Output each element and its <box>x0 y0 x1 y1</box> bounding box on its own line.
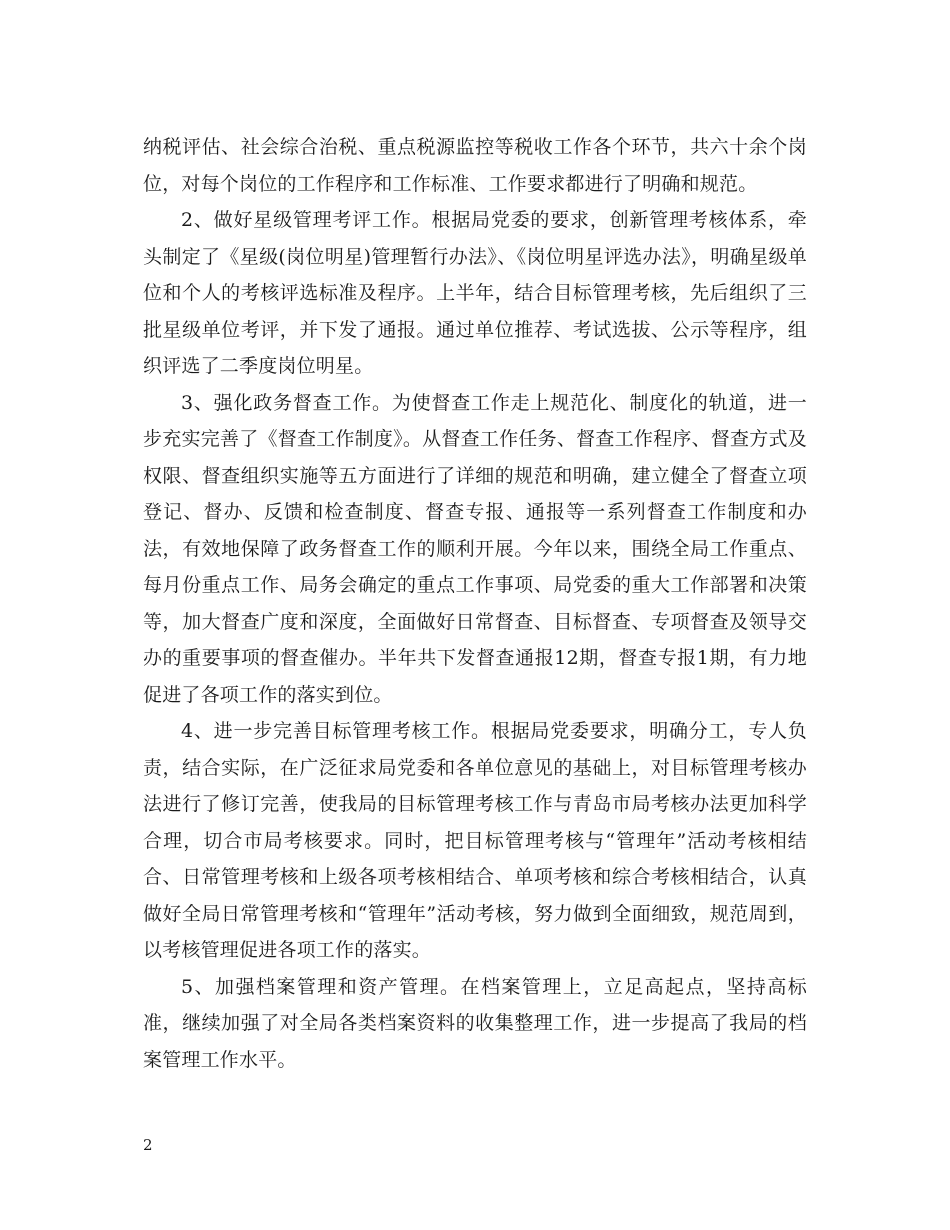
paragraph-continuation: 纳税评估、社会综合治税、重点税源监控等税收工作各个环节，共六十余个岗位，对每个岗位的工作程序和工作标准、工作要求都进行了明确和规范。 <box>143 136 807 195</box>
page-number: 2 <box>143 1136 153 1154</box>
document-body <box>143 129 807 1078</box>
paragraph-item-2: 2、做好星级管理考评工作。根据局党委的要求，创新管理考核体系，牵头制定了《星级(岗位明星)管理暂行办法》、《岗位明星评选办法》，明确星级单位和个人的考核评选标准及程序。上半年，结合目标管理考核，先后组织了三批星级单位考评，并下发了通报。通过单位推荐、考试选拔、公示等程序，组织评选了二季度岗位明星。 <box>143 209 807 377</box>
paragraph-item-3: 3、强化政务督查工作。为使督查工作走上规范化、制度化的轨道，进一步充实完善了《督查工作制度》。从督查工作任务、督查工作程序、督查方式及权限、督查组织实施等五方面进行了详细的规范和明确，建立健全了督查立项登记、督办、反馈和检查制度、督查专报、通报等一系列督查工作制度和办法，有效地保障了政务督查工作的顺利开展。今年以来，围绕全局工作重点、每月份重点工作、局务会确定的重点工作事项、局党委的重大工作部署和决策等，加大督查广度和深度，全面做好日常督查、目标督查、专项督查及领导交办的重要事项的督查催办。半年共下发督查通报12期，督查专报1期，有力地促进了各项工作的落实到位。 <box>143 391 807 706</box>
paragraph-item-5: 5、加强档案管理和资产管理。在档案管理上，立足高起点，坚持高标准，继续加强了对全局各类档案资料的收集整理工作，进一步提高了我局的档案管理工作水平。 <box>143 975 807 1071</box>
paragraph-item-4: 4、进一步完善目标管理考核工作。根据局党委要求，明确分工，专人负责，结合实际，在广泛征求局党委和各单位意见的基础上，对目标管理考核办法进行了修订完善，使我局的目标管理考核工作与青岛市局考核办法更加科学合理，切合市局考核要求。同时，把目标管理考核与“管理年”活动考核相结合、日常管理考核和上级各项考核相结合、单项考核和综合考核相结合，认真做好全局日常管理考核和“管理年”活动考核，努力做到全面细致，规范周到，以考核管理促进各项工作的落实。 <box>143 720 807 961</box>
